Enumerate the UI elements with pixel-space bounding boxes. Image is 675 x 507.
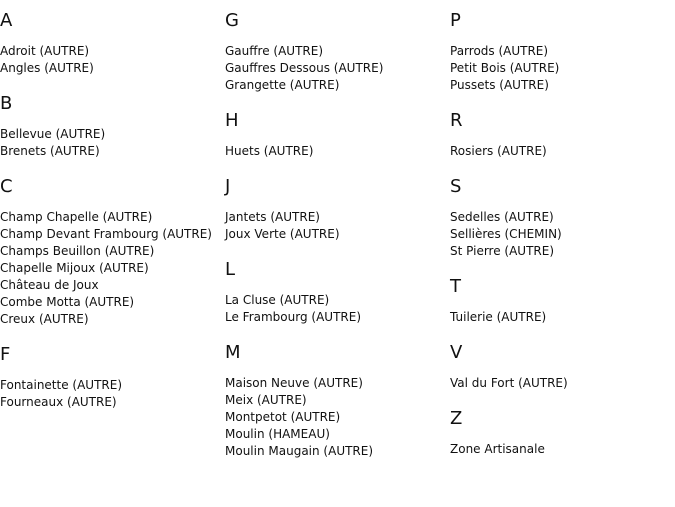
letter-heading: L <box>225 259 236 280</box>
place-link[interactable]: Tuilerie (AUTRE) <box>450 310 547 324</box>
place-link[interactable]: Chapelle Mijoux (AUTRE) <box>0 261 149 275</box>
letter-heading: J <box>225 176 231 197</box>
place-list <box>450 143 670 160</box>
letter-group <box>0 9 220 77</box>
place-link[interactable]: Rosiers (AUTRE) <box>450 144 547 158</box>
place-link[interactable]: Huets (AUTRE) <box>225 144 314 158</box>
place-link[interactable]: Sedelles (AUTRE) <box>450 210 554 224</box>
place-link[interactable]: Bellevue (AUTRE) <box>0 127 106 141</box>
letter-group <box>450 275 670 326</box>
place-link[interactable]: Brenets (AUTRE) <box>0 144 100 158</box>
place-link[interactable]: Le Frambourg (AUTRE) <box>225 310 362 324</box>
letter-heading: S <box>450 176 462 197</box>
place-list <box>0 377 220 411</box>
letter-group <box>225 341 445 460</box>
index-column-1 <box>0 9 220 426</box>
place-list <box>225 292 445 326</box>
place-link[interactable]: Champs Beuillon (AUTRE) <box>0 244 155 258</box>
place-link[interactable]: Fourneaux (AUTRE) <box>0 395 117 409</box>
place-list <box>225 43 445 94</box>
place-link[interactable]: Montpetot (AUTRE) <box>225 410 341 424</box>
letter-heading: F <box>0 344 11 365</box>
place-link[interactable]: Angles (AUTRE) <box>0 61 94 75</box>
letter-heading: C <box>0 176 13 197</box>
place-list <box>0 209 220 328</box>
place-link[interactable]: Creux (AUTRE) <box>0 312 89 326</box>
place-link[interactable]: Parrods (AUTRE) <box>450 44 549 58</box>
index-column-3 <box>450 9 670 473</box>
place-link[interactable]: Moulin (HAMEAU) <box>225 427 330 441</box>
place-list <box>450 441 670 458</box>
place-list <box>450 375 670 392</box>
place-list <box>450 43 670 94</box>
place-link[interactable]: Pussets (AUTRE) <box>450 78 549 92</box>
letter-group <box>0 175 220 328</box>
place-link[interactable]: Jantets (AUTRE) <box>225 210 320 224</box>
letter-group <box>450 175 670 260</box>
letter-heading: B <box>0 93 13 114</box>
place-link[interactable]: Gauffres Dessous (AUTRE) <box>225 61 384 75</box>
letter-heading: Z <box>450 408 463 429</box>
place-link[interactable]: Joux Verte (AUTRE) <box>225 227 340 241</box>
letter-heading: G <box>225 10 239 31</box>
letter-group <box>450 341 670 392</box>
letter-heading: A <box>0 10 13 31</box>
place-list <box>225 143 445 160</box>
place-link[interactable]: Combe Motta (AUTRE) <box>0 295 135 309</box>
place-link[interactable]: Champ Chapelle (AUTRE) <box>0 210 153 224</box>
place-link[interactable]: Moulin Maugain (AUTRE) <box>225 444 374 458</box>
letter-heading: T <box>450 276 461 297</box>
letter-group <box>450 407 670 458</box>
place-link[interactable]: Val du Fort (AUTRE) <box>450 376 568 390</box>
place-link[interactable]: Gauffre (AUTRE) <box>225 44 323 58</box>
letter-group <box>0 92 220 160</box>
letter-group <box>225 258 445 326</box>
letter-group <box>225 9 445 94</box>
place-list <box>225 375 445 460</box>
index-column-2 <box>225 9 445 475</box>
place-link[interactable]: St Pierre (AUTRE) <box>450 244 555 258</box>
place-list <box>0 126 220 160</box>
place-link[interactable]: Champ Devant Frambourg (AUTRE) <box>0 227 212 241</box>
place-link[interactable]: Meix (AUTRE) <box>225 393 307 407</box>
place-list <box>450 309 670 326</box>
place-link[interactable]: Petit Bois (AUTRE) <box>450 61 560 75</box>
letter-group <box>0 343 220 411</box>
place-list <box>0 43 220 77</box>
letter-heading: R <box>450 110 463 131</box>
place-link[interactable]: Château de Joux <box>0 278 99 292</box>
letter-group <box>450 9 670 94</box>
place-link[interactable]: Fontainette (AUTRE) <box>0 378 123 392</box>
place-list <box>450 209 670 260</box>
letter-group <box>450 109 670 160</box>
place-link[interactable]: Grangette (AUTRE) <box>225 78 340 92</box>
letter-heading: M <box>225 342 241 363</box>
letter-heading: V <box>450 342 463 363</box>
letter-group <box>225 109 445 160</box>
place-link[interactable]: Zone Artisanale <box>450 442 545 456</box>
letter-heading: H <box>225 110 239 131</box>
letter-heading: P <box>450 10 461 31</box>
place-list <box>225 209 445 243</box>
letter-group <box>225 175 445 243</box>
place-link[interactable]: Maison Neuve (AUTRE) <box>225 376 363 390</box>
place-link[interactable]: Sellières (CHEMIN) <box>450 227 562 241</box>
place-link[interactable]: La Cluse (AUTRE) <box>225 293 330 307</box>
place-link[interactable]: Adroit (AUTRE) <box>0 44 90 58</box>
